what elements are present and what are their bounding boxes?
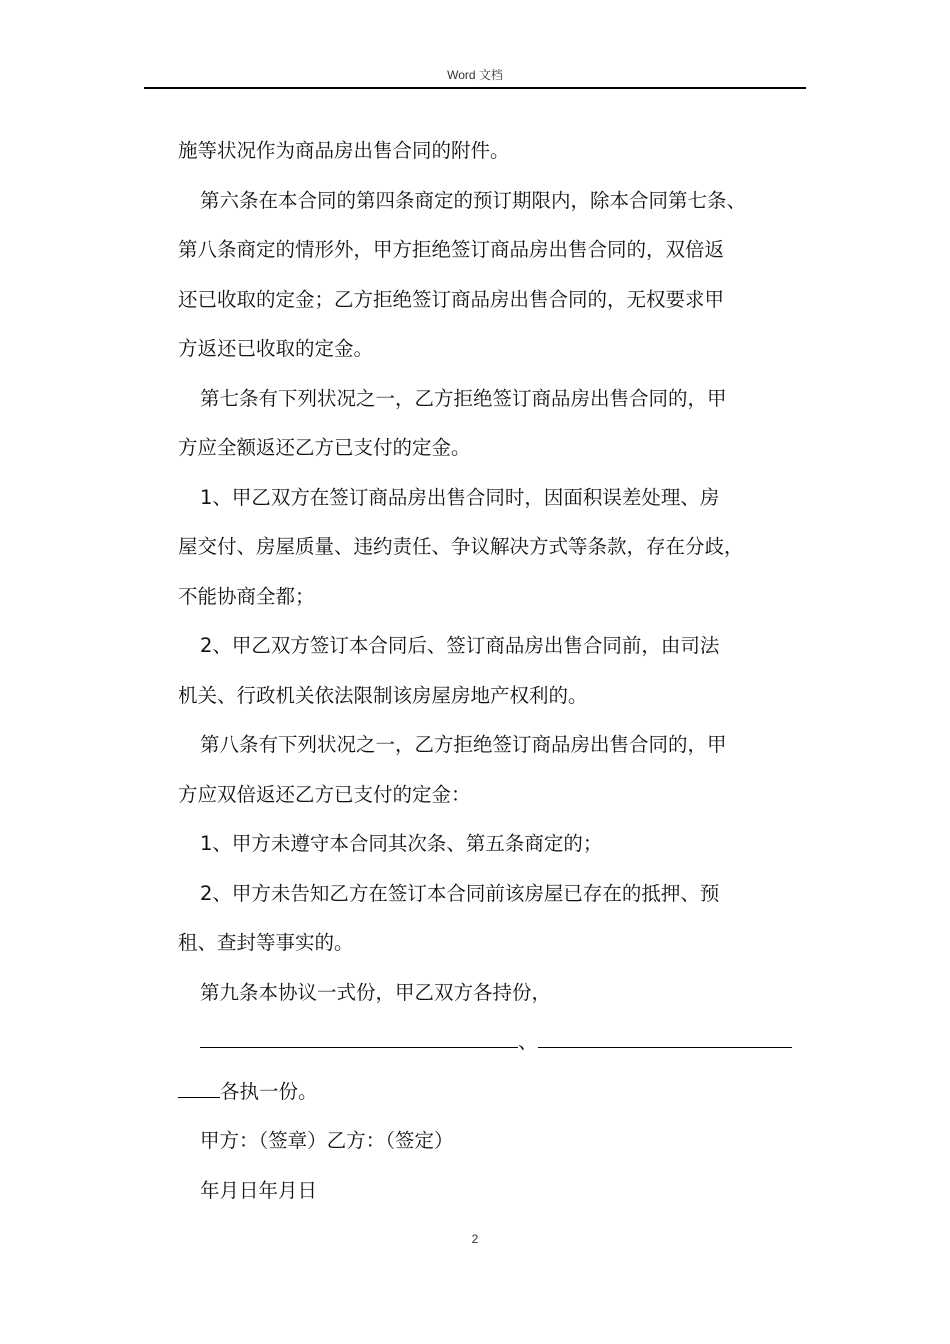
paragraph-line: 第八条商定的情形外，甲方拒绝签订商品房出售合同的，双倍返	[178, 238, 725, 261]
paragraph-line: 施等状况作为商品房出售合同的附件。	[178, 139, 510, 162]
paragraph-line: 2、甲乙双方签订本合同后、签订商品房出售合同前，由司法	[200, 634, 720, 657]
paragraph-line: 还已收取的定金；乙方拒绝签订商品房出售合同的，无权要求甲	[178, 287, 725, 311]
enumeration-comma: 、	[518, 1030, 538, 1053]
signature-line: 甲方：（签章）乙方：（签定）	[200, 1129, 454, 1152]
fill-in-blank	[200, 1021, 518, 1048]
paragraph-line: 屋交付、房屋质量、违约责任、争议解决方式等条款，存在分歧，	[178, 535, 744, 558]
blank-line-row	[178, 1067, 818, 1117]
paragraph-line: 第九条本协议一式份，甲乙双方各持份，	[200, 980, 552, 1004]
date-line: 年月日年月日	[200, 1178, 318, 1202]
paragraph-line: 不能协商全都；	[178, 584, 315, 608]
paragraph-line: 机关、行政机关依法限制该房屋房地产权利的。	[178, 683, 588, 707]
paragraph-line: 方应全额返还乙方已支付的定金。	[178, 436, 471, 459]
fill-in-blank	[178, 1071, 220, 1098]
paragraph-line: 各执一份。	[220, 1079, 318, 1103]
paragraph-line: 方返还已收取的定金。	[178, 337, 374, 360]
paragraph-line: 第七条有下列状况之一，乙方拒绝签订商品房出售合同的，甲	[200, 386, 727, 410]
document-body	[178, 126, 818, 1215]
blank-line-row	[178, 1017, 818, 1067]
paragraph-line: 第六条在本合同的第四条商定的预订期限内，除本合同第七条、	[200, 188, 747, 212]
fill-in-blank	[538, 1021, 792, 1048]
paragraph-line: 1、甲方未遵守本合同其次条、第五条商定的；	[200, 832, 603, 855]
paragraph-line: 方应双倍返还乙方已支付的定金：	[178, 782, 471, 806]
paragraph-line: 1、甲乙双方在签订商品房出售合同时，因面积误差处理、房	[200, 485, 720, 509]
page-number: 2	[471, 1232, 479, 1246]
paragraph-line: 第八条有下列状况之一，乙方拒绝签订商品房出售合同的，甲	[200, 733, 727, 756]
header-divider	[144, 87, 806, 89]
paragraph-line: 2、甲方未告知乙方在签订本合同前该房屋已存在的抵押、预	[200, 881, 720, 905]
paragraph-line: 租、查封等事实的。	[178, 931, 354, 954]
page-header-title: Word 文档	[447, 68, 503, 82]
